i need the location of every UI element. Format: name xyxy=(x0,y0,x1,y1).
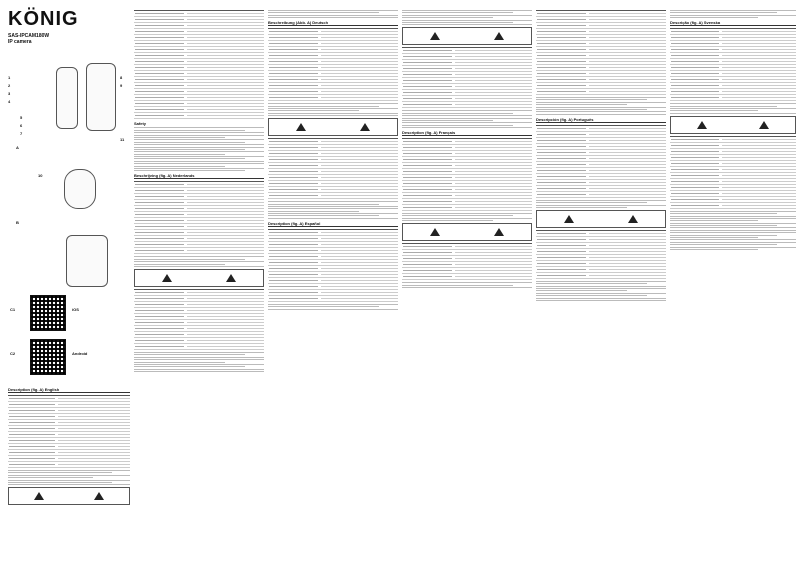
camera-back-illustration xyxy=(86,63,116,131)
column-1 xyxy=(8,0,130,567)
figure-label: Android xyxy=(72,351,88,356)
figure-label: 5 xyxy=(20,115,23,120)
figure-label: 8 xyxy=(120,75,123,80)
icon-legend-box xyxy=(268,118,398,136)
description-table xyxy=(670,28,796,101)
icon-legend-box xyxy=(536,210,666,228)
camera-wall-illustration xyxy=(66,235,108,287)
figure-label: C1 xyxy=(10,307,16,312)
description-table xyxy=(8,395,130,468)
warning-icon xyxy=(697,121,707,129)
product-sku: SAS-IPCAM180W xyxy=(8,33,50,39)
spec-table xyxy=(402,243,532,280)
spec-table xyxy=(536,230,666,279)
icon-legend-box xyxy=(402,223,532,241)
figure-label: B xyxy=(16,220,19,225)
column-3 xyxy=(268,0,398,567)
figure-label: 11 xyxy=(120,137,125,142)
warning-icon xyxy=(226,274,236,282)
warning-icon xyxy=(162,274,172,282)
document-title: IP camera xyxy=(8,39,32,45)
column-6 xyxy=(670,0,796,567)
spec-table xyxy=(536,10,666,95)
warning-icon xyxy=(94,492,104,500)
spec-table xyxy=(670,136,796,209)
spec-table xyxy=(134,10,264,119)
column-4 xyxy=(402,0,532,567)
warning-icon xyxy=(430,32,440,40)
figure-label: 6 xyxy=(20,123,23,128)
figure-label: C2 xyxy=(10,351,16,356)
description-table xyxy=(268,229,398,302)
column-5 xyxy=(536,0,666,567)
warning-icon xyxy=(564,215,574,223)
section-heading: Description (fig. A) Español xyxy=(268,221,398,227)
qr-code-ios xyxy=(30,295,66,331)
warning-icon xyxy=(296,123,306,131)
section-heading: Beschrijving (fig. A) Nederlands xyxy=(134,173,264,179)
icon-legend-box xyxy=(134,269,264,287)
figure-area xyxy=(8,45,130,385)
brand-logo: KÖNIG xyxy=(8,8,79,30)
figure-label: 3 xyxy=(8,91,11,96)
section-heading: Descripción (fig. A) Português xyxy=(536,117,666,123)
camera-front-illustration xyxy=(56,67,78,129)
warning-icon xyxy=(360,123,370,131)
description-table xyxy=(402,138,532,211)
warning-icon xyxy=(494,228,504,236)
description-table xyxy=(134,181,264,254)
section-heading: Description (fig. A) English xyxy=(8,387,130,393)
figure-label: A xyxy=(16,145,19,150)
qr-code-android xyxy=(30,339,66,375)
warning-icon xyxy=(430,228,440,236)
description-table xyxy=(268,28,398,101)
icon-legend-box xyxy=(670,116,796,134)
section-heading: Beschreibung (Abb. A) Deutsch xyxy=(268,20,398,26)
column-2 xyxy=(134,0,264,567)
description-table xyxy=(536,125,666,198)
camera-mount-illustration xyxy=(64,169,96,209)
figure-label: 4 xyxy=(8,99,11,104)
figure-label: iOS xyxy=(72,307,79,312)
section-heading: Description (fig. A) Français xyxy=(402,130,532,136)
spec-table xyxy=(402,47,532,108)
figure-label: 10 xyxy=(38,173,43,178)
figure-label: 2 xyxy=(8,83,11,88)
section-heading: Descrição (fig. A) Svenska xyxy=(670,20,796,26)
icon-legend-box xyxy=(402,27,532,45)
warning-icon xyxy=(34,492,44,500)
warning-icon xyxy=(494,32,504,40)
spec-table xyxy=(268,138,398,199)
figure-label: 9 xyxy=(120,83,123,88)
spec-table xyxy=(134,289,264,350)
warning-icon xyxy=(759,121,769,129)
warning-icon xyxy=(628,215,638,223)
section-heading: Safety xyxy=(134,121,147,126)
figure-label: 7 xyxy=(20,131,23,136)
icon-legend-box xyxy=(8,487,130,505)
figure-label: 1 xyxy=(8,75,11,80)
